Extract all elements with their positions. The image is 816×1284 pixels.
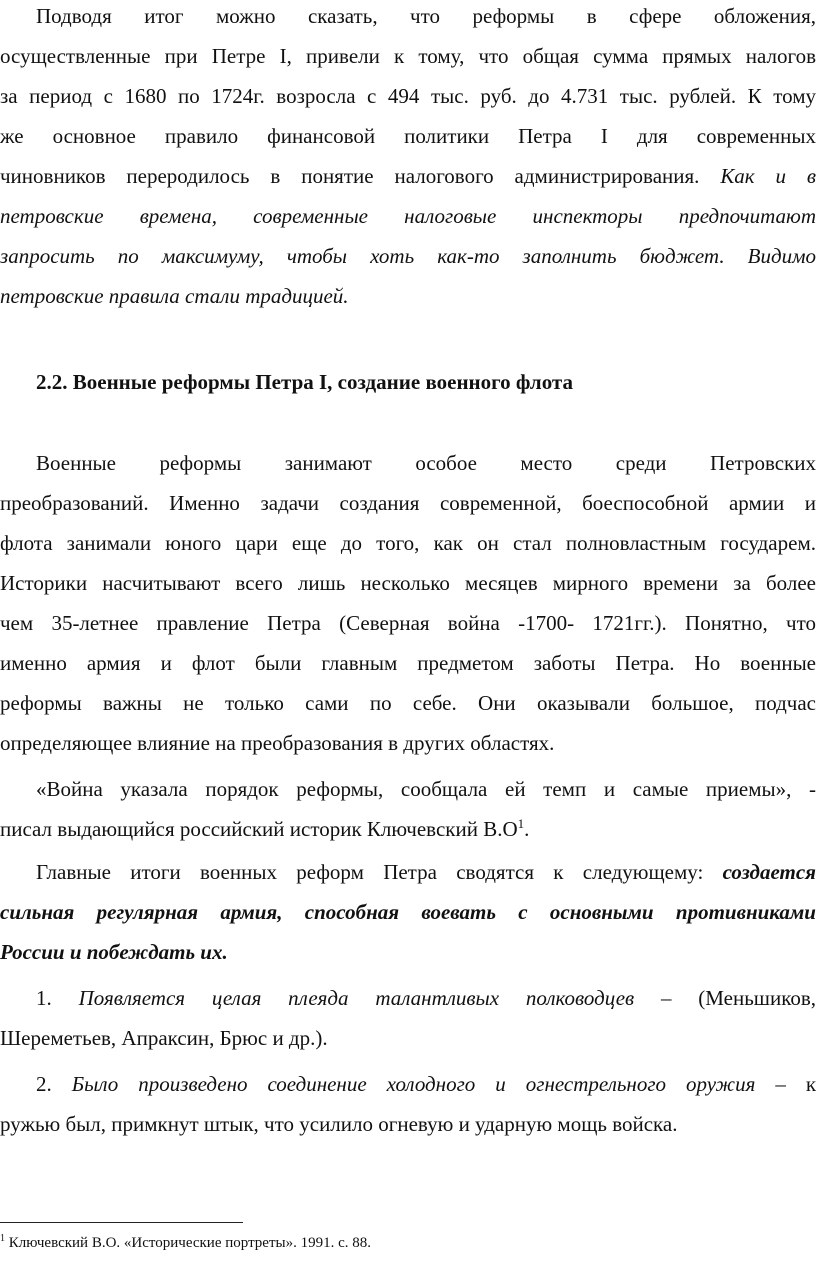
italic-span: Появляется целая плеяда талантливых полководцев: [78, 986, 635, 1010]
text-line: [0, 809, 816, 849]
text-line: Военные реформы занимают особое место среди Петровских: [36, 451, 816, 475]
text-line: [0, 1064, 816, 1104]
text-line: ружью был, примкнут штык, что усилило огневую и ударную мощь войска.: [0, 1112, 678, 1136]
bold-italic-span: создается: [722, 860, 816, 884]
section-heading: 2.2. Военные реформы Петра I, создание военного флота: [36, 370, 574, 394]
text-line: [0, 852, 816, 892]
text-span: – (Меньшиков,: [660, 986, 816, 1010]
text-line: запросить по максимуму, чтобы хоть как-то заполнить бюджет. Видимо: [0, 244, 816, 268]
text-span: – к: [775, 1072, 816, 1096]
italic-span: Было произведено соединение холодного и огнестрельного оружия: [71, 1072, 756, 1096]
text-span: Главные итоги военных реформ Петра сводятся к следующему:: [36, 860, 704, 884]
footnote-reference[interactable]: 1: [517, 816, 525, 831]
text-line: осуществленные при Петре I, привели к тому, что общая сумма прямых налогов: [0, 44, 816, 68]
text-line: именно армия и флот были главным предметом заботы Петра. Но военные: [0, 651, 816, 675]
text-span: чиновников переродилось в понятие налогового администрирования.: [0, 164, 700, 188]
text-line: Подводя итог можно сказать, что реформы в сфере обложения,: [36, 4, 816, 28]
text-line: «Война указала порядок реформы, сообщала ей темп и самые приемы», -: [36, 777, 816, 801]
text-line: определяющее влияние на преобразования в других областях.: [0, 731, 555, 755]
text-line: за период с 1680 по 1724г. возросла с 494 тыс. руб. до 4.731 тыс. рублей. К тому: [0, 84, 816, 108]
footnote-separator: [0, 1222, 243, 1223]
text-line: петровские правила стали традицией.: [0, 284, 349, 308]
text-line: преобразований. Именно задачи создания современной, боеспособной армии и: [0, 491, 816, 515]
text-span: писал выдающийся российский историк Ключевский В.О: [0, 817, 518, 841]
text-line: Шереметьев, Апраксин, Брюс и др.).: [0, 1026, 328, 1050]
footnote-number: 1: [0, 1233, 5, 1244]
text-line: [0, 156, 816, 196]
text-line: Историки насчитывают всего лишь несколько месяцев мирного времени за более: [0, 571, 816, 595]
text-line: чем 35-летнее правление Петра (Северная война -1700- 1721гг.). Понятно, что: [0, 611, 816, 635]
list-number: 2.: [36, 1072, 52, 1096]
text-line: же основное правило финансовой политики Петра I для современных: [0, 124, 816, 148]
footnote-text: Ключевский В.О. «Исторические портреты». 1991. с. 88.: [8, 1235, 372, 1251]
italic-span: Как и в: [720, 164, 816, 188]
text-line: петровские времена, современные налоговые инспекторы предпочитают: [0, 204, 816, 228]
text-line: России и побеждать их.: [0, 940, 228, 964]
footnote: [0, 1233, 371, 1253]
list-number: 1.: [36, 986, 52, 1010]
text-line: флота занимали юного цари еще до того, как он стал полновластным государем.: [0, 531, 816, 555]
text-line: реформы важны не только сами по себе. Они оказывали большое, подчас: [0, 691, 816, 715]
text-line: сильная регулярная армия, способная воевать с основными противниками: [0, 900, 816, 924]
text-span: .: [524, 817, 530, 841]
text-line: [0, 978, 816, 1018]
